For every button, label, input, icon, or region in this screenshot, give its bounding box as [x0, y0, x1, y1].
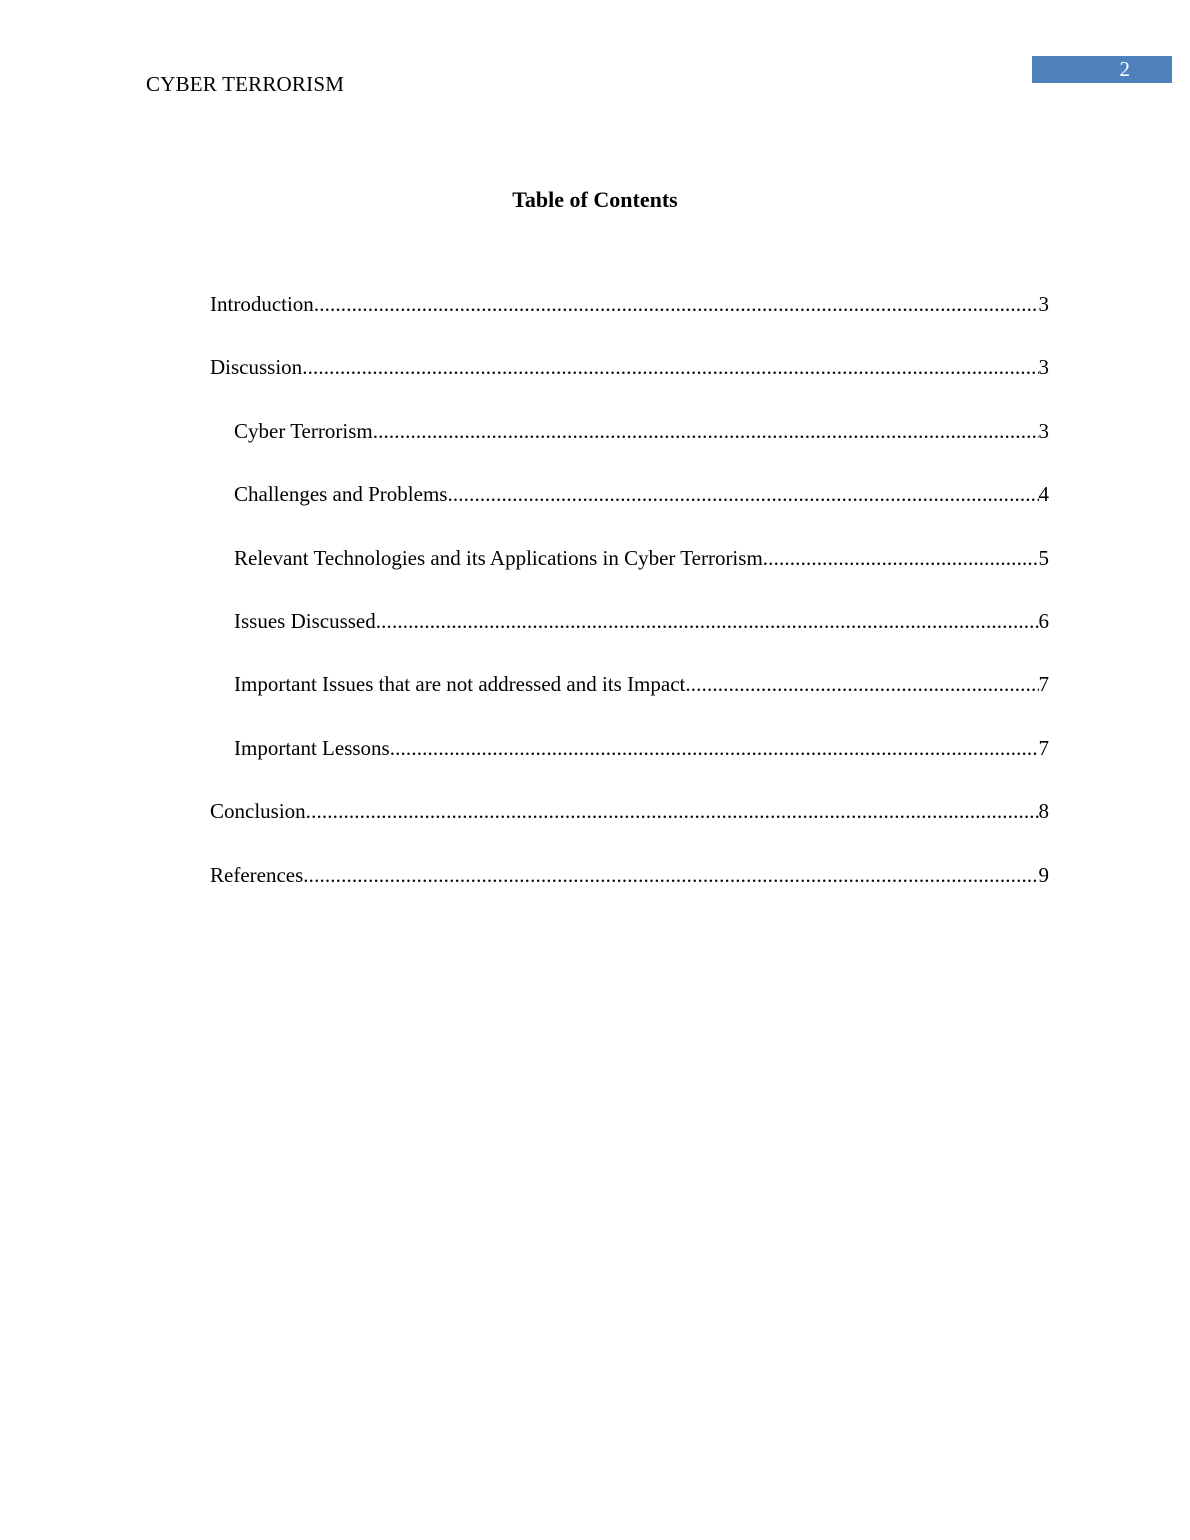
toc-entry-label: Discussion	[210, 355, 303, 380]
toc-entry-page: 6	[1038, 608, 1049, 633]
toc-entry-label: Conclusion	[210, 799, 306, 824]
toc-dot-leader	[447, 480, 1038, 508]
toc-entry-issues-discussed[interactable]	[210, 607, 1049, 670]
toc-dot-leader	[376, 607, 1039, 635]
toc-entry-label: Challenges and Problems	[234, 482, 448, 507]
toc-entry-page: 4	[1038, 482, 1049, 507]
toc-entry-label: Important Lessons	[234, 735, 390, 760]
toc-dot-leader	[763, 544, 1039, 572]
toc-entry-page: 8	[1038, 799, 1049, 824]
toc-entry-label: Introduction	[210, 292, 314, 316]
toc-entry-important-lessons[interactable]	[210, 734, 1049, 797]
toc-entry-challenges-and-problems[interactable]	[210, 480, 1049, 543]
toc-entry-page: 3	[1038, 292, 1049, 316]
toc-title: Table of Contents	[512, 187, 678, 212]
running-head: CYBER TERRORISM	[146, 72, 345, 96]
toc-dot-leader	[373, 417, 1039, 445]
toc-dot-leader	[390, 734, 1039, 762]
toc-entry-discussion[interactable]	[210, 353, 1049, 416]
toc-entry-page: 7	[1038, 735, 1049, 760]
toc-entry-conclusion[interactable]	[210, 797, 1049, 860]
toc-entry-page: 7	[1038, 672, 1049, 697]
toc-entry-important-issues-not-addressed[interactable]	[210, 670, 1049, 733]
toc-entry-page: 9	[1038, 862, 1049, 887]
page-number-badge	[1032, 56, 1172, 83]
toc-dot-leader	[306, 797, 1039, 825]
toc-dot-leader	[314, 290, 1039, 318]
toc-entry-label: References	[210, 862, 304, 887]
toc-entry-references[interactable]	[210, 861, 1049, 924]
toc-dot-leader	[302, 353, 1038, 381]
toc-entry-relevant-technologies[interactable]	[210, 544, 1049, 607]
toc-entry-label: Important Issues that are not addressed and its Impact	[234, 672, 686, 697]
toc-entry-label: Relevant Technologies and its Applications in Cyber Terrorism	[234, 545, 763, 570]
toc-dot-leader	[685, 670, 1038, 698]
toc-entry-label: Issues Discussed	[234, 608, 376, 633]
toc-entry-page: 3	[1038, 418, 1049, 443]
page-number: 2	[1119, 57, 1130, 81]
toc-entry-introduction[interactable]	[210, 290, 1049, 353]
table-of-contents	[210, 290, 1049, 924]
toc-entry-page: 3	[1038, 355, 1049, 380]
toc-entry-cyber-terrorism[interactable]	[210, 417, 1049, 480]
toc-entry-page: 5	[1038, 545, 1049, 570]
toc-dot-leader	[303, 861, 1038, 889]
toc-entry-label: Cyber Terrorism	[234, 418, 373, 443]
